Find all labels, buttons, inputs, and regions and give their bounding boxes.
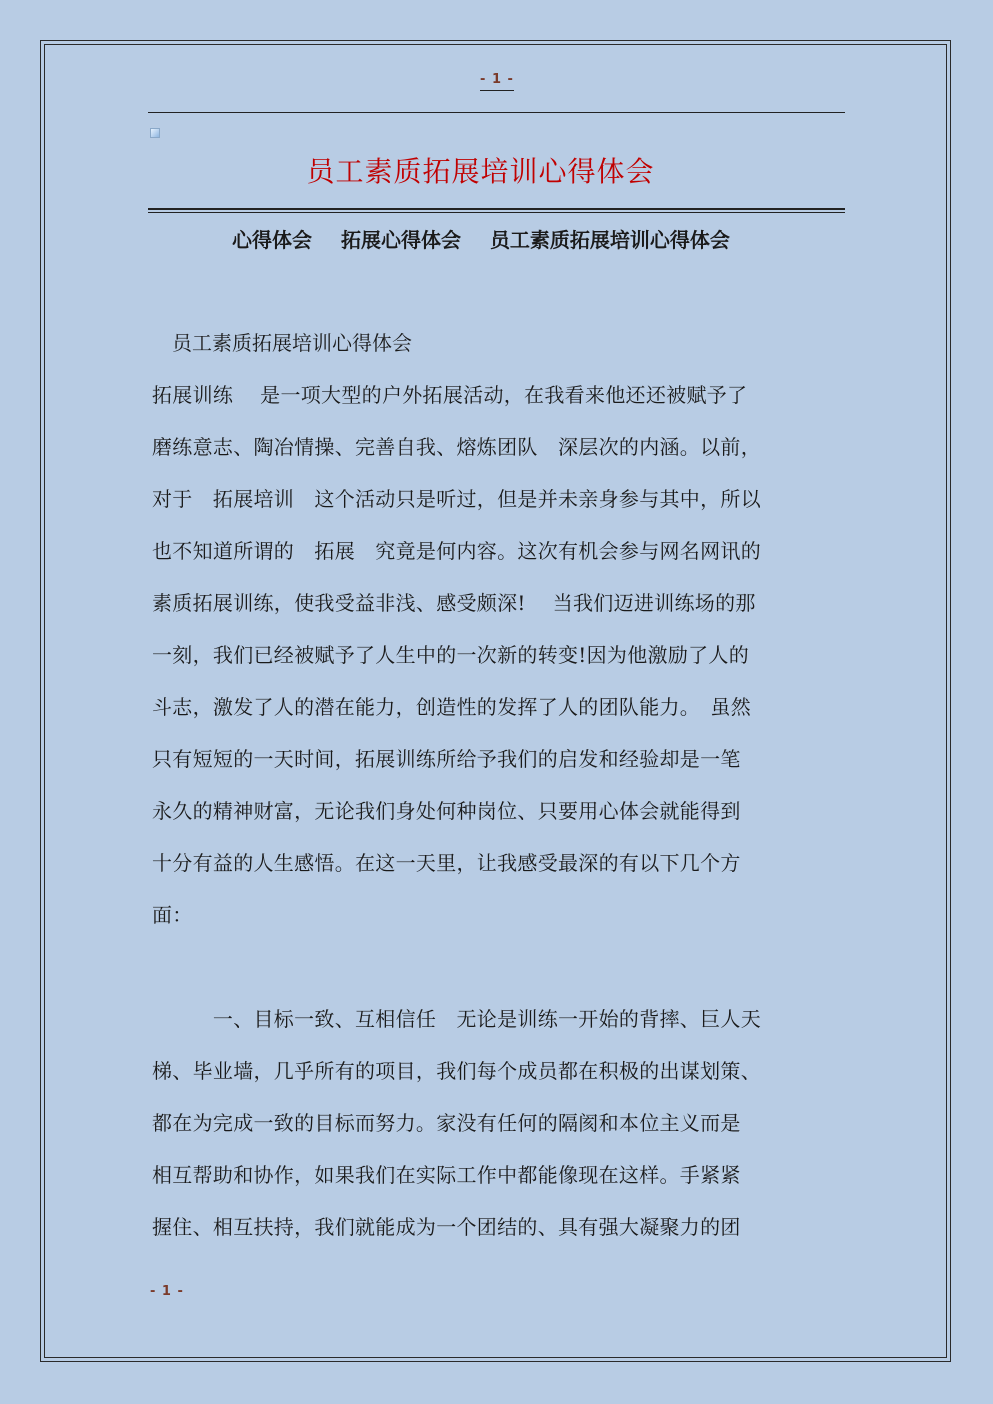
- body-line: 磨练意志、陶冶情操、完善自我、熔炼团队 深层次的内涵。以前，: [152, 435, 761, 459]
- body-line: 面：: [152, 903, 193, 927]
- body-line: 素质拓展训练，使我受益非浅、感受颇深! 当我们迈进训练场的那: [152, 591, 756, 615]
- tag-item[interactable]: 心得体会: [232, 228, 312, 252]
- title-rule-thin: [148, 212, 845, 213]
- body-line: 都在为完成一致的目标而努力。家没有任何的隔阂和本位主义而是: [152, 1111, 741, 1135]
- page-number-top: - 1 -: [480, 72, 514, 91]
- body-line: 梯、毕业墙，几乎所有的项目，我们每个成员都在积极的出谋划策、: [152, 1059, 761, 1083]
- body-line: 对于 拓展培训 这个活动只是听过，但是并未亲身参与其中，所以: [152, 487, 761, 511]
- body-line: 十分有益的人生感悟。在这一天里，让我感受最深的有以下几个方: [152, 851, 741, 875]
- body-line: 拓展训练 是一项大型的户外拓展活动，在我看来他还还被赋予了: [152, 383, 748, 407]
- body-line: 一、目标一致、互相信任 无论是训练一开始的背摔、巨人天: [152, 1007, 761, 1031]
- title-rule-thick: [148, 208, 845, 210]
- body-line: 也不知道所谓的 拓展 究竟是何内容。这次有机会参与网名网讯的: [152, 539, 761, 563]
- header-rule: [148, 112, 845, 113]
- tag-item[interactable]: 员工素质拓展培训心得体会: [489, 228, 730, 252]
- body-line: 相互帮助和协作，如果我们在实际工作中都能像现在这样。手紧紧: [152, 1163, 741, 1187]
- tag-item[interactable]: 拓展心得体会: [340, 228, 461, 252]
- body-line: 握住、相互扶持，我们就能成为一个团结的、具有强大凝聚力的团: [152, 1215, 741, 1239]
- tag-list: [232, 222, 730, 258]
- body-line: 永久的精神财富，无论我们身处何种岗位、只要用心体会就能得到: [152, 799, 741, 823]
- section-subheading: 员工素质拓展培训心得体会: [172, 331, 412, 355]
- body-line: 只有短短的一天时间，拓展训练所给予我们的启发和经验却是一笔: [152, 747, 741, 771]
- body-line: 一刻，我们已经被赋予了人生中的一次新的转变!因为他激励了人的: [152, 643, 750, 667]
- body-line: 斗志，激发了人的潜在能力，创造性的发挥了人的团队能力。 虽然: [152, 695, 751, 719]
- document-thumbnail-icon: [150, 128, 160, 138]
- page-number-bottom: - 1 -: [150, 1284, 184, 1299]
- document-title: 员工素质拓展培训心得体会: [306, 155, 655, 188]
